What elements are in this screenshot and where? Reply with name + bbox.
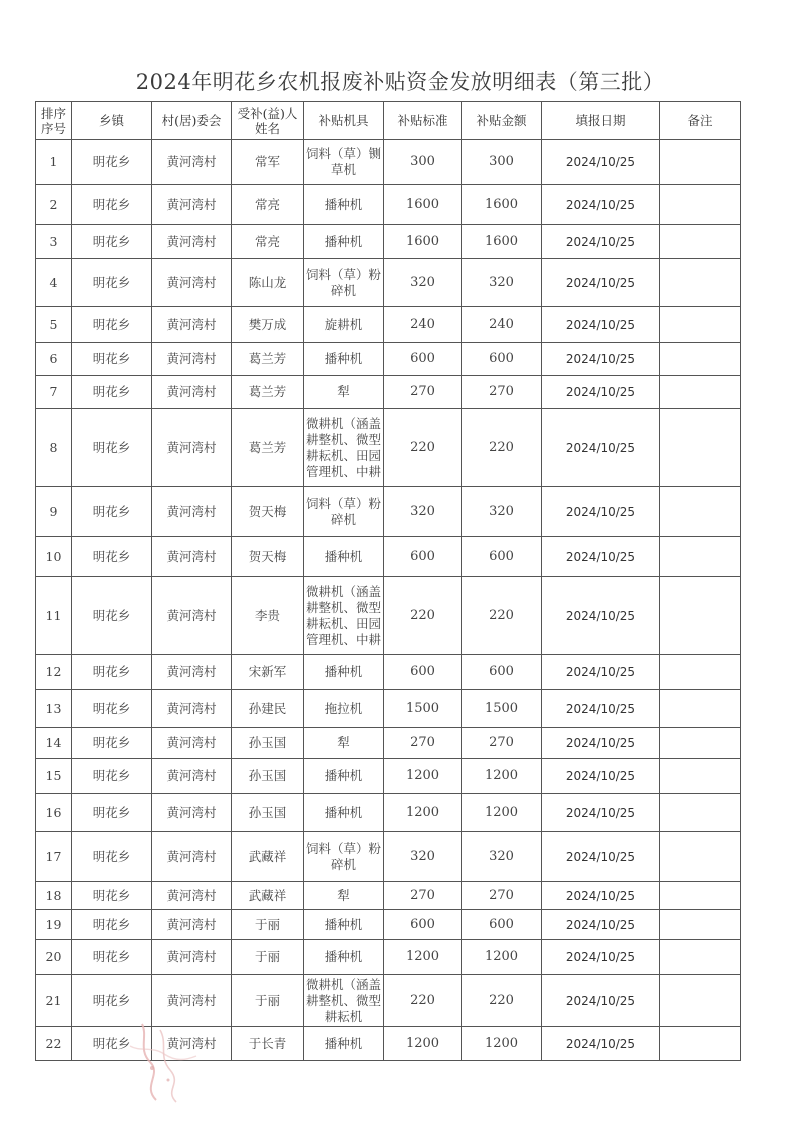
header-row bbox=[36, 102, 741, 140]
cell-machine bbox=[304, 577, 384, 655]
machine-text: 播种机 bbox=[324, 664, 363, 679]
cell-person: 常亮 bbox=[232, 185, 304, 225]
cell-town: 明花乡 bbox=[72, 376, 152, 409]
cell-date: 2024/10/25 bbox=[542, 759, 660, 794]
machine-text: 播种机 bbox=[324, 196, 363, 212]
table-row bbox=[36, 225, 741, 259]
cell-standard: 1200 bbox=[384, 1027, 462, 1061]
cell-town: 明花乡 bbox=[72, 690, 152, 728]
table-row bbox=[36, 185, 741, 225]
machine-text: 微耕机（涵盖耕整机、微型耕耘机 bbox=[305, 976, 381, 1024]
cell-machine bbox=[304, 185, 384, 225]
cell-machine bbox=[304, 487, 384, 537]
table-row bbox=[36, 409, 741, 487]
cell-seq: 10 bbox=[36, 537, 72, 577]
cell-machine bbox=[304, 409, 384, 487]
cell-person: 武藏祥 bbox=[232, 832, 304, 882]
cell-person: 宋新军 bbox=[232, 655, 304, 690]
machine-text: 犁 bbox=[337, 384, 350, 399]
cell-person: 于丽 bbox=[232, 910, 304, 940]
cell-seq: 16 bbox=[36, 794, 72, 832]
cell-person: 于丽 bbox=[232, 940, 304, 975]
cell-note bbox=[660, 690, 741, 728]
cell-date: 2024/10/25 bbox=[542, 832, 660, 882]
cell-machine bbox=[304, 259, 384, 307]
cell-machine bbox=[304, 759, 384, 794]
cell-town: 明花乡 bbox=[72, 910, 152, 940]
cell-note bbox=[660, 577, 741, 655]
cell-amount: 320 bbox=[462, 259, 542, 307]
cell-village: 黄河湾村 bbox=[152, 307, 232, 343]
cell-town: 明花乡 bbox=[72, 794, 152, 832]
table-row bbox=[36, 1027, 741, 1061]
cell-note bbox=[660, 794, 741, 832]
cell-town: 明花乡 bbox=[72, 655, 152, 690]
cell-amount: 1200 bbox=[462, 759, 542, 794]
header-town: 乡镇 bbox=[72, 102, 152, 140]
cell-seq: 20 bbox=[36, 940, 72, 975]
cell-note bbox=[660, 882, 741, 910]
table-row bbox=[36, 307, 741, 343]
cell-seq: 5 bbox=[36, 307, 72, 343]
cell-village: 黄河湾村 bbox=[152, 259, 232, 307]
cell-note bbox=[660, 225, 741, 259]
machine-text: 播种机 bbox=[324, 351, 363, 366]
cell-standard: 1200 bbox=[384, 794, 462, 832]
cell-date: 2024/10/25 bbox=[542, 794, 660, 832]
machine-text: 播种机 bbox=[324, 233, 363, 249]
cell-person: 孙玉国 bbox=[232, 759, 304, 794]
machine-text: 饲料（草）粉碎机 bbox=[305, 266, 381, 298]
cell-note bbox=[660, 1027, 741, 1061]
cell-amount: 1600 bbox=[462, 225, 542, 259]
cell-date: 2024/10/25 bbox=[542, 225, 660, 259]
cell-seq: 15 bbox=[36, 759, 72, 794]
cell-town: 明花乡 bbox=[72, 832, 152, 882]
cell-village: 黄河湾村 bbox=[152, 728, 232, 759]
cell-standard: 320 bbox=[384, 832, 462, 882]
table-body bbox=[36, 140, 741, 1061]
cell-seq: 18 bbox=[36, 882, 72, 910]
table-row bbox=[36, 910, 741, 940]
machine-text: 饲料（草）粉碎机 bbox=[305, 495, 381, 527]
cell-person: 孙建民 bbox=[232, 690, 304, 728]
machine-text: 犁 bbox=[337, 887, 350, 903]
table-row bbox=[36, 975, 741, 1027]
cell-standard: 220 bbox=[384, 409, 462, 487]
cell-machine bbox=[304, 690, 384, 728]
cell-amount: 220 bbox=[462, 975, 542, 1027]
cell-note bbox=[660, 185, 741, 225]
cell-village: 黄河湾村 bbox=[152, 1027, 232, 1061]
cell-person: 于长青 bbox=[232, 1027, 304, 1061]
cell-village: 黄河湾村 bbox=[152, 537, 232, 577]
cell-village: 黄河湾村 bbox=[152, 832, 232, 882]
cell-machine bbox=[304, 882, 384, 910]
cell-seq: 2 bbox=[36, 185, 72, 225]
table-row bbox=[36, 376, 741, 409]
cell-seq: 9 bbox=[36, 487, 72, 537]
page-title: 2024年明花乡农机报废补贴资金发放明细表（第三批） bbox=[135, 70, 665, 94]
cell-date: 2024/10/25 bbox=[542, 690, 660, 728]
machine-text: 微耕机（涵盖耕整机、微型耕耘机、田园管理机、中耕 bbox=[305, 415, 381, 479]
cell-date: 2024/10/25 bbox=[542, 307, 660, 343]
cell-date: 2024/10/25 bbox=[542, 376, 660, 409]
header-machine: 补贴机具 bbox=[304, 102, 384, 140]
cell-village: 黄河湾村 bbox=[152, 343, 232, 376]
header-seq: 排序序号 bbox=[36, 102, 72, 140]
cell-note bbox=[660, 343, 741, 376]
cell-person: 于丽 bbox=[232, 975, 304, 1027]
table-row bbox=[36, 140, 741, 185]
machine-text: 播种机 bbox=[324, 949, 363, 964]
cell-person: 常亮 bbox=[232, 225, 304, 259]
cell-town: 明花乡 bbox=[72, 140, 152, 185]
cell-town: 明花乡 bbox=[72, 940, 152, 975]
cell-standard: 1200 bbox=[384, 759, 462, 794]
table-row bbox=[36, 577, 741, 655]
cell-seq: 22 bbox=[36, 1027, 72, 1061]
table-row bbox=[36, 537, 741, 577]
cell-amount: 300 bbox=[462, 140, 542, 185]
cell-note bbox=[660, 940, 741, 975]
cell-date: 2024/10/25 bbox=[542, 185, 660, 225]
cell-date: 2024/10/25 bbox=[542, 537, 660, 577]
cell-machine bbox=[304, 307, 384, 343]
cell-amount: 320 bbox=[462, 832, 542, 882]
cell-seq: 1 bbox=[36, 140, 72, 185]
cell-town: 明花乡 bbox=[72, 728, 152, 759]
table-row bbox=[36, 655, 741, 690]
table-row bbox=[36, 759, 741, 794]
cell-seq: 17 bbox=[36, 832, 72, 882]
cell-date: 2024/10/25 bbox=[542, 487, 660, 537]
cell-standard: 220 bbox=[384, 577, 462, 655]
header-note: 备注 bbox=[660, 102, 741, 140]
cell-person: 常军 bbox=[232, 140, 304, 185]
cell-date: 2024/10/25 bbox=[542, 975, 660, 1027]
cell-date: 2024/10/25 bbox=[542, 728, 660, 759]
cell-town: 明花乡 bbox=[72, 307, 152, 343]
header-date: 填报日期 bbox=[542, 102, 660, 140]
cell-person: 陈山龙 bbox=[232, 259, 304, 307]
cell-village: 黄河湾村 bbox=[152, 910, 232, 940]
machine-text: 旋耕机 bbox=[324, 316, 363, 332]
cell-standard: 270 bbox=[384, 376, 462, 409]
cell-note bbox=[660, 975, 741, 1027]
cell-date: 2024/10/25 bbox=[542, 910, 660, 940]
cell-town: 明花乡 bbox=[72, 1027, 152, 1061]
cell-amount: 240 bbox=[462, 307, 542, 343]
table-row bbox=[36, 690, 741, 728]
table-row bbox=[36, 882, 741, 910]
cell-standard: 240 bbox=[384, 307, 462, 343]
cell-standard: 320 bbox=[384, 259, 462, 307]
cell-village: 黄河湾村 bbox=[152, 690, 232, 728]
cell-amount: 600 bbox=[462, 343, 542, 376]
machine-text: 拖拉机 bbox=[324, 700, 363, 716]
cell-village: 黄河湾村 bbox=[152, 794, 232, 832]
cell-standard: 300 bbox=[384, 140, 462, 185]
cell-machine bbox=[304, 225, 384, 259]
cell-amount: 1200 bbox=[462, 794, 542, 832]
cell-standard: 220 bbox=[384, 975, 462, 1027]
cell-amount: 320 bbox=[462, 487, 542, 537]
cell-village: 黄河湾村 bbox=[152, 655, 232, 690]
machine-text: 播种机 bbox=[324, 548, 363, 564]
cell-machine bbox=[304, 728, 384, 759]
cell-town: 明花乡 bbox=[72, 487, 152, 537]
cell-note bbox=[660, 910, 741, 940]
cell-date: 2024/10/25 bbox=[542, 577, 660, 655]
cell-machine bbox=[304, 655, 384, 690]
machine-text: 微耕机（涵盖耕整机、微型耕耘机、田园管理机、中耕 bbox=[305, 583, 381, 647]
cell-date: 2024/10/25 bbox=[542, 940, 660, 975]
table-row bbox=[36, 728, 741, 759]
cell-town: 明花乡 bbox=[72, 225, 152, 259]
cell-seq: 19 bbox=[36, 910, 72, 940]
subsidy-table bbox=[35, 101, 741, 1061]
cell-village: 黄河湾村 bbox=[152, 882, 232, 910]
table-row bbox=[36, 940, 741, 975]
cell-note bbox=[660, 832, 741, 882]
cell-machine bbox=[304, 975, 384, 1027]
cell-note bbox=[660, 759, 741, 794]
cell-standard: 1200 bbox=[384, 940, 462, 975]
cell-village: 黄河湾村 bbox=[152, 940, 232, 975]
cell-note bbox=[660, 537, 741, 577]
cell-standard: 600 bbox=[384, 343, 462, 376]
cell-note bbox=[660, 728, 741, 759]
cell-town: 明花乡 bbox=[72, 759, 152, 794]
cell-seq: 8 bbox=[36, 409, 72, 487]
cell-machine bbox=[304, 343, 384, 376]
cell-seq: 7 bbox=[36, 376, 72, 409]
cell-amount: 1200 bbox=[462, 940, 542, 975]
cell-seq: 11 bbox=[36, 577, 72, 655]
machine-text: 播种机 bbox=[324, 804, 363, 820]
cell-person: 葛兰芳 bbox=[232, 409, 304, 487]
table-row bbox=[36, 832, 741, 882]
cell-village: 黄河湾村 bbox=[152, 759, 232, 794]
machine-text: 犁 bbox=[337, 735, 350, 750]
cell-date: 2024/10/25 bbox=[542, 259, 660, 307]
machine-text: 饲料（草）铡草机 bbox=[305, 146, 381, 177]
cell-town: 明花乡 bbox=[72, 537, 152, 577]
cell-machine bbox=[304, 140, 384, 185]
cell-machine bbox=[304, 940, 384, 975]
cell-amount: 600 bbox=[462, 655, 542, 690]
cell-town: 明花乡 bbox=[72, 882, 152, 910]
cell-seq: 4 bbox=[36, 259, 72, 307]
cell-standard: 270 bbox=[384, 882, 462, 910]
cell-date: 2024/10/25 bbox=[542, 882, 660, 910]
cell-date: 2024/10/25 bbox=[542, 140, 660, 185]
machine-text: 播种机 bbox=[324, 1035, 363, 1051]
machine-text: 饲料（草）粉碎机 bbox=[305, 840, 381, 872]
machine-text: 播种机 bbox=[324, 768, 363, 783]
table-row bbox=[36, 259, 741, 307]
cell-village: 黄河湾村 bbox=[152, 577, 232, 655]
cell-seq: 14 bbox=[36, 728, 72, 759]
cell-amount: 600 bbox=[462, 910, 542, 940]
cell-date: 2024/10/25 bbox=[542, 1027, 660, 1061]
cell-town: 明花乡 bbox=[72, 185, 152, 225]
cell-machine bbox=[304, 910, 384, 940]
cell-person: 李贵 bbox=[232, 577, 304, 655]
cell-person: 樊万成 bbox=[232, 307, 304, 343]
table-row bbox=[36, 487, 741, 537]
header-amount: 补贴金额 bbox=[462, 102, 542, 140]
cell-amount: 600 bbox=[462, 537, 542, 577]
cell-date: 2024/10/25 bbox=[542, 409, 660, 487]
cell-standard: 320 bbox=[384, 487, 462, 537]
cell-note bbox=[660, 259, 741, 307]
cell-machine bbox=[304, 1027, 384, 1061]
cell-machine bbox=[304, 794, 384, 832]
cell-seq: 12 bbox=[36, 655, 72, 690]
header-village: 村(居)委会 bbox=[152, 102, 232, 140]
cell-standard: 270 bbox=[384, 728, 462, 759]
cell-town: 明花乡 bbox=[72, 975, 152, 1027]
cell-village: 黄河湾村 bbox=[152, 140, 232, 185]
cell-note bbox=[660, 409, 741, 487]
table-row bbox=[36, 794, 741, 832]
cell-village: 黄河湾村 bbox=[152, 225, 232, 259]
cell-standard: 1600 bbox=[384, 185, 462, 225]
cell-amount: 270 bbox=[462, 376, 542, 409]
cell-town: 明花乡 bbox=[72, 343, 152, 376]
cell-person: 葛兰芳 bbox=[232, 376, 304, 409]
cell-date: 2024/10/25 bbox=[542, 655, 660, 690]
cell-standard: 600 bbox=[384, 537, 462, 577]
cell-standard: 1600 bbox=[384, 225, 462, 259]
header-person: 受补(益)人姓名 bbox=[232, 102, 304, 140]
cell-village: 黄河湾村 bbox=[152, 409, 232, 487]
cell-note bbox=[660, 307, 741, 343]
table-row bbox=[36, 343, 741, 376]
cell-amount: 220 bbox=[462, 577, 542, 655]
cell-note bbox=[660, 376, 741, 409]
machine-text: 播种机 bbox=[324, 916, 363, 932]
cell-date: 2024/10/25 bbox=[542, 343, 660, 376]
header-standard: 补贴标准 bbox=[384, 102, 462, 140]
cell-person: 孙玉国 bbox=[232, 728, 304, 759]
cell-note bbox=[660, 487, 741, 537]
cell-seq: 21 bbox=[36, 975, 72, 1027]
cell-machine bbox=[304, 376, 384, 409]
cell-person: 武藏祥 bbox=[232, 882, 304, 910]
cell-standard: 600 bbox=[384, 655, 462, 690]
cell-person: 葛兰芳 bbox=[232, 343, 304, 376]
cell-person: 贺天梅 bbox=[232, 487, 304, 537]
cell-standard: 600 bbox=[384, 910, 462, 940]
cell-amount: 1600 bbox=[462, 185, 542, 225]
cell-amount: 220 bbox=[462, 409, 542, 487]
cell-person: 孙玉国 bbox=[232, 794, 304, 832]
cell-town: 明花乡 bbox=[72, 259, 152, 307]
cell-village: 黄河湾村 bbox=[152, 975, 232, 1027]
cell-town: 明花乡 bbox=[72, 409, 152, 487]
cell-person: 贺天梅 bbox=[232, 537, 304, 577]
cell-machine bbox=[304, 832, 384, 882]
cell-seq: 6 bbox=[36, 343, 72, 376]
cell-village: 黄河湾村 bbox=[152, 376, 232, 409]
cell-seq: 13 bbox=[36, 690, 72, 728]
cell-seq: 3 bbox=[36, 225, 72, 259]
cell-note bbox=[660, 655, 741, 690]
cell-amount: 270 bbox=[462, 882, 542, 910]
cell-amount: 1200 bbox=[462, 1027, 542, 1061]
cell-amount: 1500 bbox=[462, 690, 542, 728]
cell-amount: 270 bbox=[462, 728, 542, 759]
cell-note bbox=[660, 140, 741, 185]
cell-standard: 1500 bbox=[384, 690, 462, 728]
cell-village: 黄河湾村 bbox=[152, 185, 232, 225]
cell-town: 明花乡 bbox=[72, 577, 152, 655]
cell-village: 黄河湾村 bbox=[152, 487, 232, 537]
cell-machine bbox=[304, 537, 384, 577]
